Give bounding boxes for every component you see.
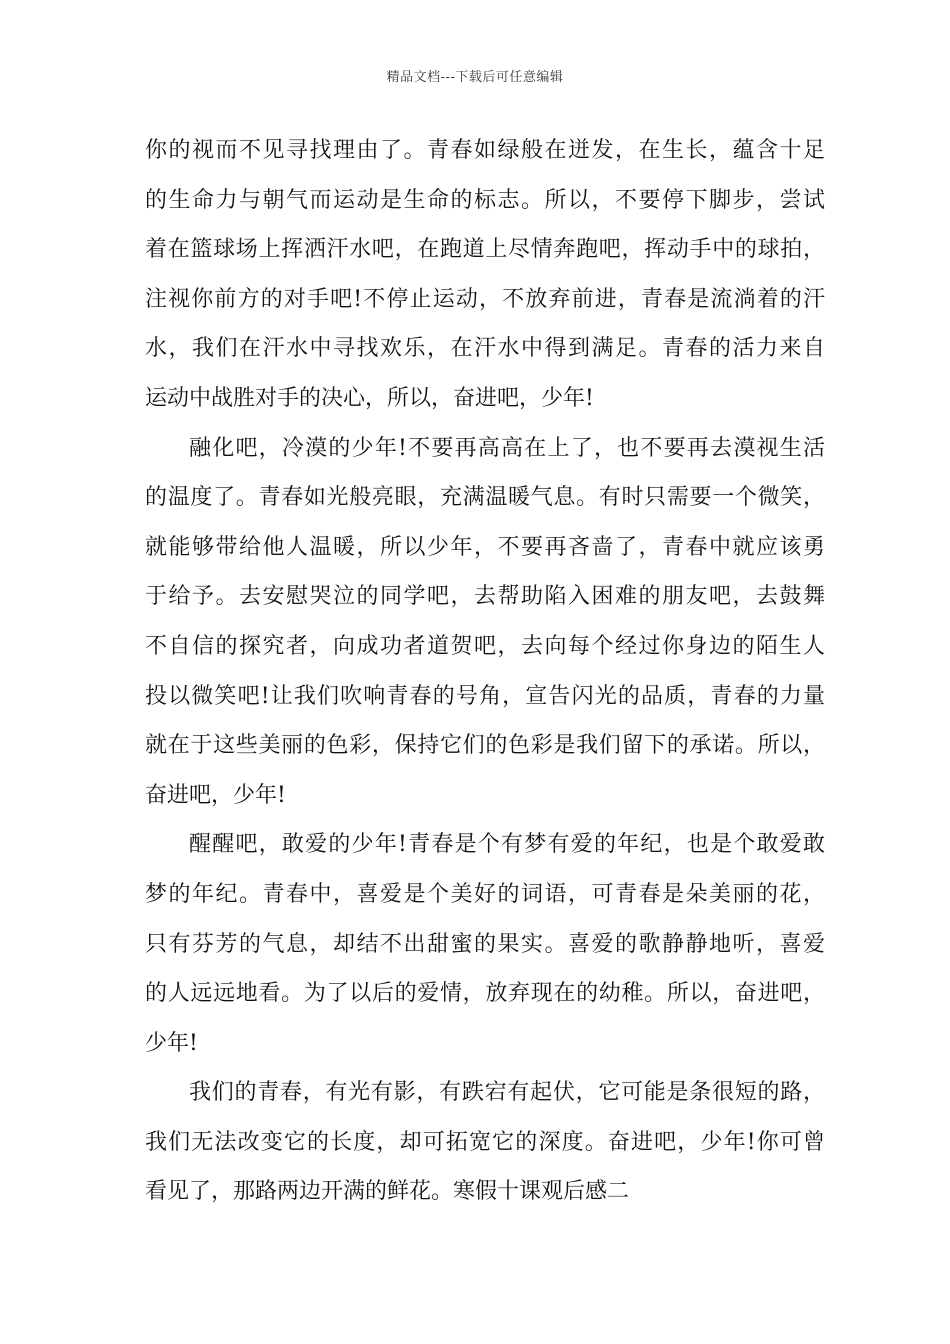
text-line: 就在于这些美丽的色彩，保持它们的色彩是我们留下的承诺。所以，	[145, 733, 825, 759]
text-line: 运动中战胜对手的决心，所以，奋进吧，少年!	[145, 385, 594, 411]
text-line: 的温度了。青春如光般亮眼，充满温暖气息。有时只需要一个微笑，	[145, 485, 825, 511]
text-line: 只有芬芳的气息，却结不出甜蜜的果实。喜爱的歌静静地听，喜爱	[145, 931, 825, 957]
paragraph	[145, 1068, 825, 1217]
text-line: 投以微笑吧!让我们吹响青春的号角，宣告闪光的品质，青春的力量	[145, 683, 825, 709]
text-line: 的人远远地看。为了以后的爱情，放弃现在的幼稚。所以，奋进吧，	[145, 981, 825, 1007]
text-line: 着在篮球场上挥洒汗水吧，在跑道上尽情奔跑吧，挥动手中的球拍，	[145, 237, 825, 263]
paragraph	[145, 126, 825, 424]
text-line: 的生命力与朝气而运动是生命的标志。所以，不要停下脚步，尝试	[145, 187, 825, 213]
text-line: 我们无法改变它的长度，却可拓宽它的深度。奋进吧，少年!你可曾	[145, 1129, 825, 1155]
text-line: 我们的青春，有光有影，有跌宕有起伏，它可能是条很短的路，	[189, 1080, 825, 1106]
text-line: 奋进吧，少年!	[145, 782, 286, 808]
text-line: 水，我们在汗水中寻找欢乐，在汗水中得到满足。青春的活力来自	[145, 336, 825, 362]
document-body	[145, 126, 825, 1217]
text-line: 醒醒吧，敢爱的少年!青春是个有梦有爱的年纪，也是个敢爱敢	[189, 832, 825, 858]
text-line: 少年!	[145, 1030, 198, 1056]
text-line: 梦的年纪。青春中，喜爱是个美好的词语，可青春是朵美丽的花，	[145, 881, 825, 907]
text-line: 注视你前方的对手吧!不停止运动，不放弃前进，青春是流淌着的汗	[145, 286, 825, 312]
text-line: 看见了，那路两边开满的鲜花。寒假十课观后感二	[145, 1179, 630, 1205]
text-line: 你的视而不见寻找理由了。青春如绿般在迸发，在生长，蕴含十足	[145, 138, 825, 163]
paragraph	[145, 424, 825, 821]
text-line: 于给予。去安慰哭泣的同学吧，去帮助陷入困难的朋友吧，去鼓舞	[145, 584, 825, 610]
text-line: 就能够带给他人温暖，所以少年，不要再吝啬了，青春中就应该勇	[145, 534, 825, 560]
page-header: 精品文档---下载后可任意编辑	[386, 70, 564, 85]
paragraph	[145, 820, 825, 1068]
text-line: 融化吧，冷漠的少年!不要再高高在上了，也不要再去漠视生活	[189, 435, 825, 461]
text-line: 不自信的探究者，向成功者道贺吧，去向每个经过你身边的陌生人	[145, 633, 825, 659]
